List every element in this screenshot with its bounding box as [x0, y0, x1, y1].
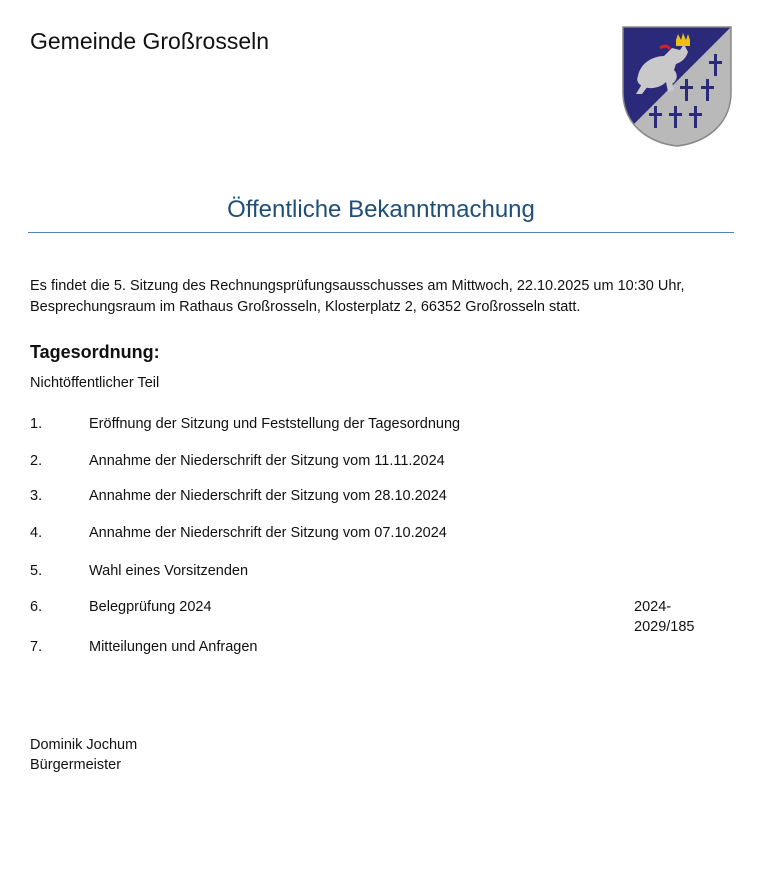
agenda-item-text: Eröffnung der Sitzung und Feststellung der Tagesordnung	[89, 416, 461, 432]
signatory-role: Bürgermeister	[30, 757, 122, 773]
agenda-item-text: Wahl eines Vorsitzenden	[89, 563, 249, 579]
agenda-item-number: 1.	[30, 416, 43, 432]
agenda-item-number: 3.	[30, 488, 43, 504]
agenda-heading: Tagesordnung:	[30, 342, 160, 362]
intro-line: Besprechungsraum im Rathaus Großrosseln, Klosterplatz 2, 66352 Großrosseln statt.	[30, 299, 581, 315]
coat-of-arms-icon	[620, 24, 734, 148]
municipality-name: Gemeinde Großrosseln	[30, 28, 270, 54]
agenda-item-text: Annahme der Niederschrift der Sitzung vom 07.10.2024	[89, 525, 447, 541]
agenda-section-label: Nichtöffentlicher Teil	[30, 375, 160, 391]
agenda-item-number: 6.	[30, 599, 43, 615]
reference-line: 2029/185	[634, 619, 695, 635]
agenda-item-number: 4.	[30, 525, 43, 541]
intro-paragraph	[30, 276, 730, 318]
signatory-name: Dominik Jochum	[30, 737, 138, 753]
reference-line: 2024-	[634, 599, 672, 615]
agenda-item-text: Mitteilungen und Anfragen	[89, 639, 258, 655]
notice-title: Öffentliche Bekanntmachung	[227, 196, 535, 223]
agenda-item-reference	[634, 597, 714, 637]
signature-block	[30, 735, 137, 775]
agenda-item-number: 5.	[30, 563, 43, 579]
agenda-item-number: 2.	[30, 453, 43, 469]
agenda-item-text: Annahme der Niederschrift der Sitzung vom 28.10.2024	[89, 488, 447, 504]
agenda-item-text: Annahme der Niederschrift der Sitzung vom 11.11.2024	[89, 453, 445, 469]
agenda-item-number: 7.	[30, 639, 43, 655]
title-divider	[28, 232, 734, 233]
agenda-item-text: Belegprüfung 2024	[89, 599, 212, 615]
intro-line: Es findet die 5. Sitzung des Rechnungsprüfungsausschusses am Mittwoch, 22.10.2025 um 10:30 Uhr,	[30, 278, 685, 294]
